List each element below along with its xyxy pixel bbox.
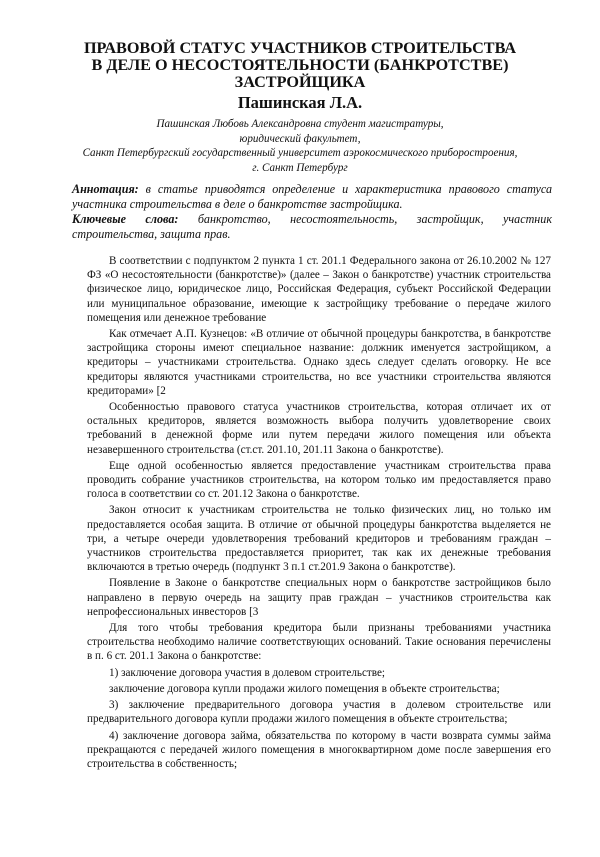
title-line: ЗАСТРОЙЩИКА <box>234 73 366 91</box>
body-paragraph: Для того чтобы требования кредитора были признаны требованиями участника строительства необходимо наличие соответствующих оснований. Такие основания перечислены в п. 6 ст. 201.1 Закона о банкротстве: <box>87 622 551 663</box>
list-item: заключение договора купли продажи жилого помещения в объекте строительства; <box>109 682 500 695</box>
abstract-block <box>72 182 552 242</box>
affiliation-line: г. Санкт Петербург <box>252 161 348 174</box>
affiliation-line: Пашинская Любовь Александровна студент магистратуры, <box>156 118 444 130</box>
article-title <box>60 40 540 91</box>
affiliation-line: Санкт Петербургский государственный университет аэрокосмического приборостроения, <box>82 147 518 159</box>
author-name: Пашинская Л.А. <box>237 93 363 112</box>
keywords-label: Ключевые слова: <box>72 212 179 226</box>
abstract-label: Аннотация: <box>72 182 139 196</box>
body-paragraph: Как отмечает А.П. Кузнецов: «В отличие от обычной процедуры банкротства, в банкротстве застройщика стороны имеют специальное название: должник именуется застройщиком, а кредиторы – участниками строительства. Однако здесь следует сделать оговорку. Не все кредиторы являются участниками строительства, но все участники строительства являются кредиторами» [2 <box>87 328 551 397</box>
body-paragraph: Закон относит к участникам строительства не только физических лиц, но только им предоставляется особая защита. В отличие от обычной процедуры банкротства выделяется не три, а четыре очереди удовлетворения требований кредиторов и требованиям граждан – участников строительства предоставляется приоритет, так как их денежные требования включаются в третью очередь (подпункт 3 п.1 ст.201.9 Закона о банкротстве). <box>87 504 551 574</box>
abstract-text: в статье приводятся определение и характеристика правового статуса участника строительства в деле о банкротстве застройщика. <box>72 182 552 211</box>
article-body <box>87 254 551 771</box>
body-paragraph: Особенностью правового статуса участников строительства, которая отличает их от остальных кредиторов, является возможность выбора получить удовлетворение своих требований в денежной форме или путем передачи жилого помещения или объекта незавершенного строительства (ст.ст. 201.10, 201.11 Закона о банкротстве). <box>87 401 551 456</box>
list-item: 1) заключение договора участия в долевом строительстве; <box>109 666 386 679</box>
title-line: В ДЕЛЕ О НЕСОСТОЯТЕЛЬНОСТИ (БАНКРОТСТВЕ) <box>91 56 509 74</box>
keywords-text: банкротство, несостоятельность, застройщик, участник строительства, защита прав. <box>72 212 552 241</box>
list-item: 3) заключение предварительного договора участия в долевом строительстве или предварительного договора купли продажи жилого помещения в объекте строительства; <box>87 699 551 726</box>
author-affiliation <box>60 117 540 175</box>
keywords-paragraph <box>72 212 552 242</box>
title-line: ПРАВОВОЙ СТАТУС УЧАСТНИКОВ СТРОИТЕЛЬСТВА <box>83 39 517 57</box>
abstract-paragraph <box>72 182 552 212</box>
affiliation-line: юридический факультет, <box>239 132 361 145</box>
list-item: 4) заключение договора займа, обязательства по которому в части возврата суммы займа прекращаются с передачей жилого помещения в многоквартирном доме после завершения его строительства в собственность; <box>87 729 551 770</box>
body-paragraph: В соответствии с подпунктом 2 пункта 1 ст. 201.1 Федерального закона от 26.10.2002 № 127 ФЗ «О несостоятельности (банкротстве)» (далее – Закон о банкротстве) участник строительства физическое лицо, юридическое лицо, Российская Федерация, субъект Российской Федерации или муниципальное образование, имеющие к застройщику требование о передаче жилого помещения или денежное требование <box>87 255 551 324</box>
body-paragraph: Еще одной особенностью является предоставление участникам строительства права проводить собрание участников строительства, на котором только им предоставляется право голоса в соответствии со ст. 201.12 Закона о банкротстве. <box>87 459 551 501</box>
body-paragraph: Появление в Законе о банкротстве специальных норм о банкротстве застройщиков было направлено в первую очередь на защиту прав граждан – участников строительства как непрофессиональных инвесторов [3 <box>87 577 551 618</box>
